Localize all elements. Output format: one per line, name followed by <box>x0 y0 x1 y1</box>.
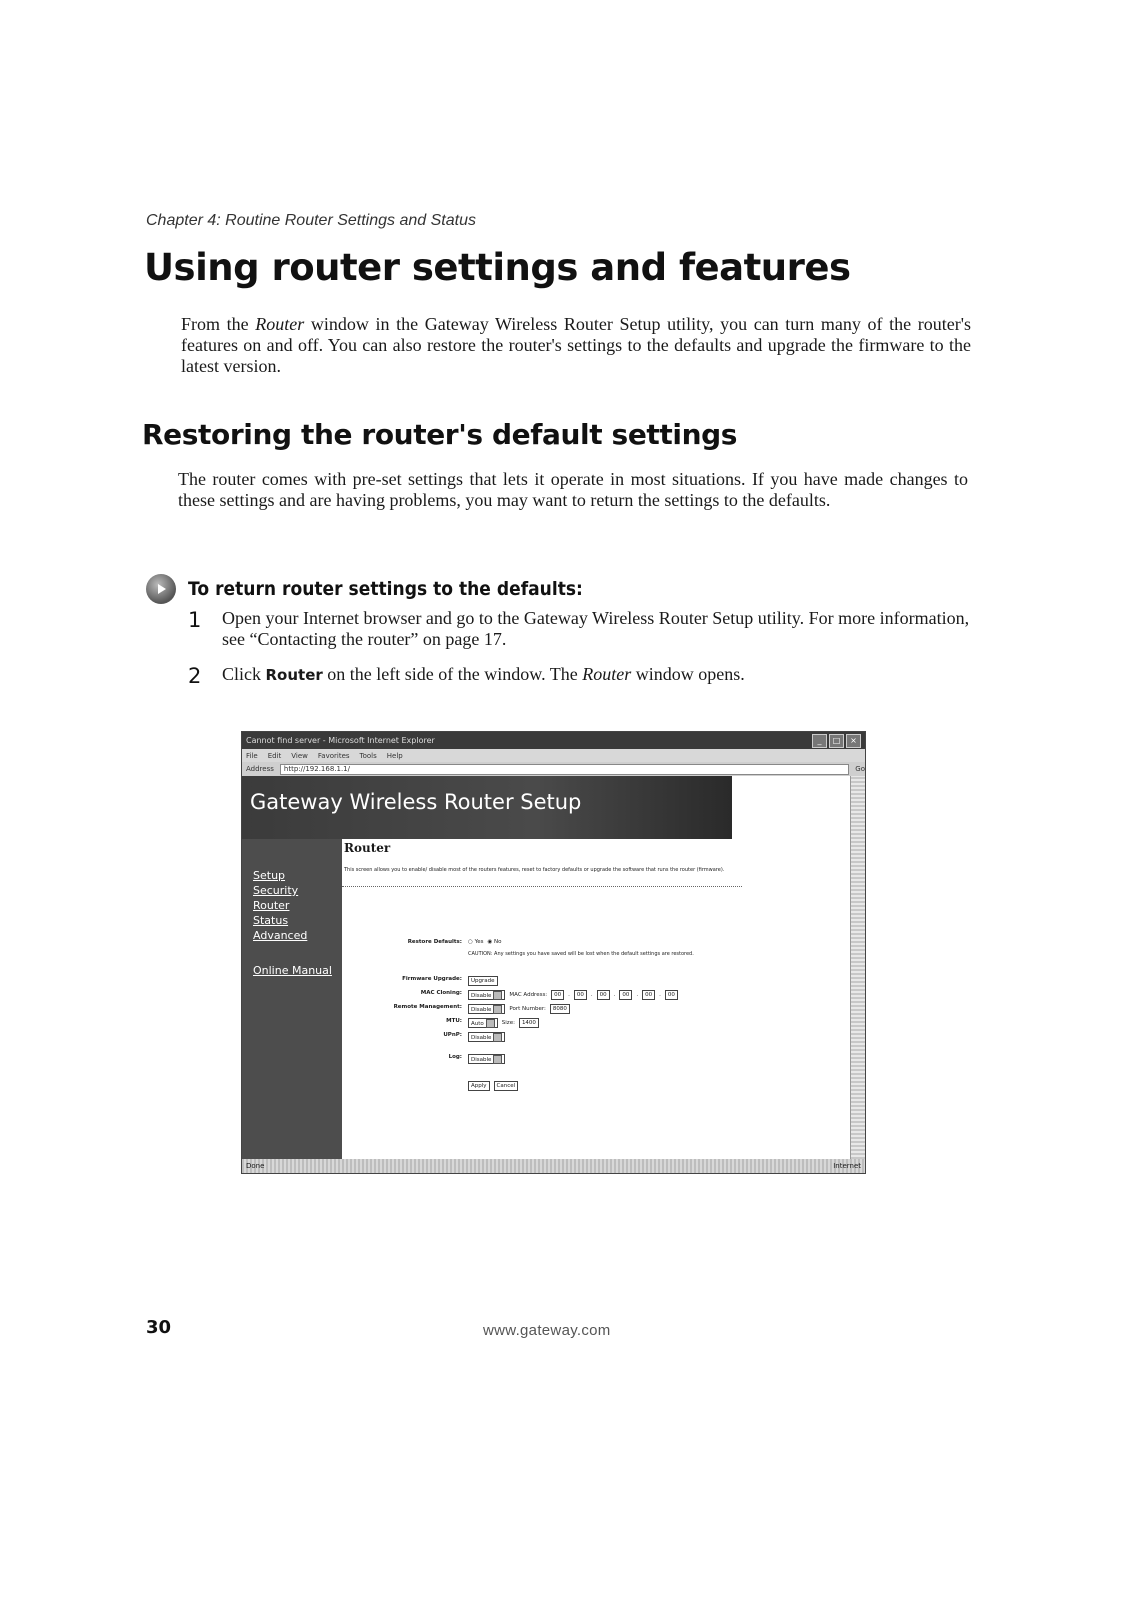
nav-online-manual[interactable]: Online Manual <box>253 964 332 977</box>
firmware-row <box>342 976 842 988</box>
mac-octet[interactable]: 00 <box>574 990 587 1000</box>
nav-advanced[interactable]: Advanced <box>253 929 308 942</box>
subsection-title: Restoring the router's default settings <box>142 418 738 451</box>
menu-help[interactable]: Help <box>386 751 403 760</box>
nav-security[interactable]: Security <box>253 884 299 897</box>
nav-status[interactable]: Status <box>253 914 289 927</box>
menu-view[interactable]: View <box>291 751 308 760</box>
divider <box>342 886 742 887</box>
menu-tools[interactable]: Tools <box>359 751 377 760</box>
address-bar <box>242 762 865 776</box>
status-text: Done <box>246 1162 265 1170</box>
port-input[interactable]: 8080 <box>550 1004 570 1014</box>
log-row <box>342 1054 842 1066</box>
port-label: Port Number: <box>509 1006 546 1012</box>
go-button[interactable]: Go <box>855 765 865 773</box>
subsection-body: The router comes with pre-set settings that lets it operate in most situations. If you have made changes to these settings and are having problems, you may want to return the settings to the defaults. <box>178 469 968 510</box>
left-nav <box>242 839 342 1159</box>
step-text: Open your Internet browser and go to the Gateway Wireless Router Setup utility. For more information, see “Contacting the router” on page 17. <box>222 608 970 649</box>
radio-no[interactable]: ◉ No <box>487 939 502 945</box>
window-controls <box>812 734 861 748</box>
mtu-select[interactable]: Auto <box>468 1018 498 1028</box>
page-number: 30 <box>146 1317 172 1338</box>
mac-octet[interactable]: 00 <box>642 990 655 1000</box>
step-1 <box>188 608 972 650</box>
step-number: 1 <box>188 608 202 632</box>
arrow-bullet-icon <box>146 574 176 604</box>
restore-defaults-row <box>342 939 842 951</box>
mac-octet[interactable]: 00 <box>665 990 678 1000</box>
close-icon[interactable]: × <box>846 734 861 748</box>
browser-titlebar <box>242 732 865 749</box>
mac-address-label: MAC Address: <box>509 992 548 998</box>
size-label: Size: <box>501 1020 515 1026</box>
mac-cloning-row: MAC Cloning: Disable MAC Address: 00 . 00 . 00 . 00 . 00 . 00 <box>342 990 842 1002</box>
restore-label: Restore Defaults: <box>407 939 462 945</box>
step-text: Click Router on the left side of the window. The Router window opens. <box>222 664 745 684</box>
router-heading: Router <box>344 841 391 855</box>
radio-yes[interactable]: ○ Yes <box>468 939 484 945</box>
procedure-heading <box>146 574 627 604</box>
router-window-screenshot <box>241 731 866 1174</box>
footer-url: www.gateway.com <box>483 1322 611 1339</box>
chapter-header: Chapter 4: Routine Router Settings and Status <box>146 212 476 229</box>
mtu-row <box>342 1018 842 1030</box>
remote-management-row <box>342 1004 842 1016</box>
menu-bar <box>242 749 865 762</box>
action-buttons-row <box>342 1081 842 1093</box>
status-bar <box>242 1159 865 1173</box>
menu-favorites[interactable]: Favorites <box>317 751 350 760</box>
status-zone: Internet <box>833 1162 861 1170</box>
setup-banner: Gateway Wireless Router Setup <box>242 776 732 839</box>
vertical-scrollbar[interactable] <box>850 776 865 1159</box>
upnp-label: UPnP: <box>443 1032 462 1038</box>
nav-setup[interactable]: Setup <box>253 869 286 882</box>
log-label: Log: <box>448 1054 462 1060</box>
mac-octet[interactable]: 00 <box>597 990 610 1000</box>
cancel-button[interactable]: Cancel <box>494 1081 519 1091</box>
caution-text: CAUTION: Any settings you have saved will be lost when the default settings are restored. <box>468 951 694 957</box>
upnp-row <box>342 1032 842 1044</box>
log-select[interactable]: Disable <box>468 1054 505 1064</box>
minimize-icon[interactable]: _ <box>812 734 827 748</box>
page-title: Using router settings and features <box>144 246 851 289</box>
router-description: This screen allows you to enable/ disable most of the routers features, reset to factory defaults or upgrade the software that runs the router (firmware). <box>344 867 725 873</box>
remote-select[interactable]: Disable <box>468 1004 505 1014</box>
size-input[interactable]: 1400 <box>519 1018 539 1028</box>
address-input[interactable]: http://192.168.1.1/ <box>280 764 849 775</box>
address-label: Address <box>246 765 274 773</box>
step-2 <box>188 664 972 688</box>
mac-octet[interactable]: 00 <box>551 990 564 1000</box>
browser-content <box>242 776 865 1159</box>
mtu-label: MTU: <box>446 1018 462 1024</box>
mac-octet[interactable]: 00 <box>619 990 632 1000</box>
maximize-icon[interactable]: □ <box>829 734 844 748</box>
mac-cloning-label: MAC Cloning: <box>420 990 462 996</box>
upnp-select[interactable]: Disable <box>468 1032 505 1042</box>
menu-file[interactable]: File <box>246 751 258 760</box>
remote-label: Remote Management: <box>393 1004 462 1010</box>
step-number: 2 <box>188 664 202 688</box>
menu-edit[interactable]: Edit <box>267 751 282 760</box>
apply-button[interactable]: Apply <box>468 1081 490 1091</box>
procedure-title: To return router settings to the defaults: <box>188 578 583 600</box>
upgrade-button[interactable]: Upgrade <box>468 976 498 986</box>
firmware-label: Firmware Upgrade: <box>402 976 462 982</box>
intro-paragraph: From the Router window in the Gateway Wireless Router Setup utility, you can turn many of the router's features on and off. You can also restore the router's settings to the defaults and upgrade the firmware to the latest version. <box>181 314 971 376</box>
nav-router[interactable]: Router <box>253 899 290 912</box>
router-panel <box>342 839 847 1159</box>
window-title: Cannot find server - Microsoft Internet Explorer <box>246 736 435 745</box>
mac-cloning-select[interactable]: Disable <box>468 990 505 1000</box>
